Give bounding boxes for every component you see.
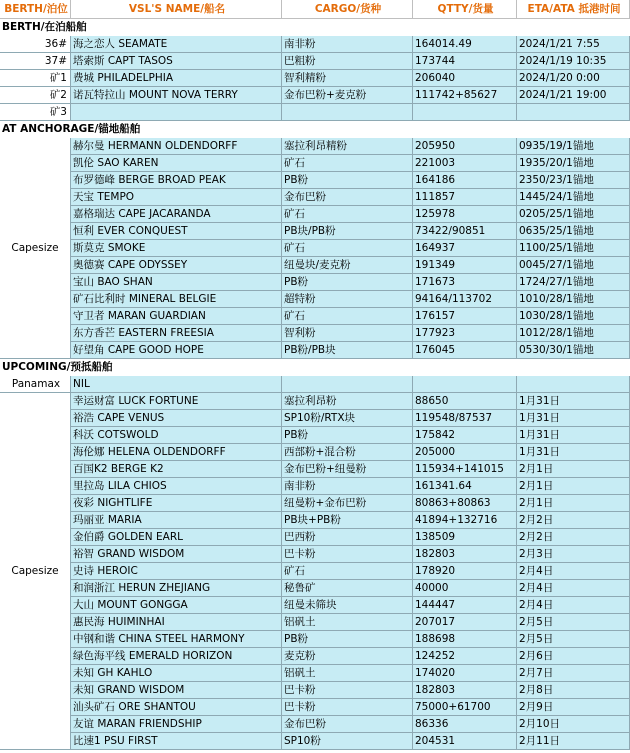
vessel-name-cell[interactable]: 夜彩 NIGHTLIFE (71, 495, 282, 512)
eta-cell[interactable]: 2024/1/21 19:00 (517, 87, 630, 104)
eta-cell[interactable]: 1月31日 (517, 410, 630, 427)
cargo-cell[interactable]: 矿石 (282, 308, 413, 325)
vessel-name-cell[interactable]: 奥德赛 CAPE ODYSSEY (71, 257, 282, 274)
cargo-cell[interactable]: 矿石 (282, 206, 413, 223)
eta-cell[interactable]: 0205/25/1锚地 (517, 206, 630, 223)
upcoming-row (0, 716, 630, 733)
section-upcoming-title[interactable]: UPCOMING/预抵船舶 (0, 359, 630, 376)
panamax-value[interactable]: NIL (71, 376, 282, 393)
anchorage-row (0, 240, 630, 257)
vessel-name-cell[interactable]: 友谊 MARAN FRIENDSHIP (71, 716, 282, 733)
cargo-cell[interactable]: PB粉 (282, 427, 413, 444)
anchorage-row (0, 138, 630, 155)
eta-cell[interactable]: 2月5日 (517, 631, 630, 648)
cargo-cell[interactable]: PB粉/PB块 (282, 342, 413, 359)
eta-cell[interactable]: 0045/27/1锚地 (517, 257, 630, 274)
eta-cell[interactable]: 2024/1/20 0:00 (517, 70, 630, 87)
qtty-cell[interactable] (413, 104, 517, 121)
cargo-cell[interactable]: 纽曼粉+金布巴粉 (282, 495, 413, 512)
qtty-cell[interactable]: 138509 (413, 529, 517, 546)
berth-cell[interactable]: 矿2 (0, 87, 71, 104)
eta-cell[interactable]: 1100/25/1锚地 (517, 240, 630, 257)
cargo-cell[interactable]: 铝矾土 (282, 665, 413, 682)
anchorage-group-label[interactable]: Capesize (0, 138, 71, 359)
vessel-name-cell[interactable]: 海之恋人 SEAMATE (71, 36, 282, 53)
qtty-cell[interactable]: 164186 (413, 172, 517, 189)
qtty-cell[interactable]: 111742+85627 (413, 87, 517, 104)
eta-cell[interactable]: 2024/1/19 10:35 (517, 53, 630, 70)
eta-cell[interactable]: 0935/19/1锚地 (517, 138, 630, 155)
header-cargo[interactable]: CARGO/货种 (282, 0, 413, 19)
header-eta[interactable]: ETA/ATA 抵港时间 (517, 0, 630, 19)
anchorage-row (0, 291, 630, 308)
eta-cell[interactable]: 1月31日 (517, 427, 630, 444)
cargo-cell[interactable]: 南非粉 (282, 36, 413, 53)
section-upcoming-row (0, 359, 630, 376)
cargo-cell[interactable]: PB粉 (282, 274, 413, 291)
cargo-cell[interactable]: 南非粉 (282, 478, 413, 495)
cargo-cell[interactable]: 巴卡粉 (282, 546, 413, 563)
cargo-cell[interactable]: SP10粉/RTX块 (282, 410, 413, 427)
eta-cell[interactable]: 1030/28/1锚地 (517, 308, 630, 325)
vessel-name-cell[interactable]: 守卫者 MARAN GUARDIAN (71, 308, 282, 325)
eta-cell[interactable]: 2月1日 (517, 461, 630, 478)
vessel-name-cell[interactable]: 未知 GH KAHLO (71, 665, 282, 682)
vessel-name-cell[interactable]: 里拉岛 LILA CHIOS (71, 478, 282, 495)
vessel-name-cell[interactable]: 东方香芒 EASTERN FREESIA (71, 325, 282, 342)
berth-row (0, 104, 630, 121)
header-quantity[interactable]: QTTY/货量 (413, 0, 517, 19)
eta-cell[interactable]: 1012/28/1锚地 (517, 325, 630, 342)
qtty-cell[interactable]: 171673 (413, 274, 517, 291)
berth-row (0, 87, 630, 104)
qtty-cell[interactable]: 188698 (413, 631, 517, 648)
qtty-cell[interactable]: 164937 (413, 240, 517, 257)
qtty-cell[interactable]: 119548/87537 (413, 410, 517, 427)
upcoming-row (0, 648, 630, 665)
qtty-cell[interactable]: 88650 (413, 393, 517, 410)
cargo-cell[interactable]: 塞拉利昂精粉 (282, 138, 413, 155)
vessel-name-cell[interactable]: 布罗德峰 BERGE BROAD PEAK (71, 172, 282, 189)
anchorage-row (0, 257, 630, 274)
eta-cell[interactable]: 2月9日 (517, 699, 630, 716)
eta-cell[interactable]: 2月4日 (517, 597, 630, 614)
vessel-name-cell[interactable]: 科沃 COTSWOLD (71, 427, 282, 444)
cargo-cell[interactable]: 金布巴粉+纽曼粉 (282, 461, 413, 478)
upcoming-row (0, 495, 630, 512)
upcoming-row (0, 393, 630, 410)
qtty-cell[interactable]: 86336 (413, 716, 517, 733)
panamax-label[interactable]: Panamax (0, 376, 71, 393)
vessel-name-cell[interactable]: 裕智 GRAND WISDOM (71, 546, 282, 563)
vessel-name-cell[interactable]: 大山 MOUNT GONGGA (71, 597, 282, 614)
upcoming-row (0, 546, 630, 563)
cargo-cell[interactable]: 秘鲁矿 (282, 580, 413, 597)
qtty-cell[interactable]: 182803 (413, 682, 517, 699)
qtty-cell[interactable]: 206040 (413, 70, 517, 87)
qtty-cell[interactable]: 175842 (413, 427, 517, 444)
cargo-cell[interactable]: 巴粗粉 (282, 53, 413, 70)
cargo-cell[interactable]: 铝矾土 (282, 614, 413, 631)
vessel-name-cell[interactable]: 费城 PHILADELPHIA (71, 70, 282, 87)
eta-cell[interactable]: 2024/1/21 7:55 (517, 36, 630, 53)
eta-cell[interactable]: 2月1日 (517, 495, 630, 512)
eta-cell[interactable]: 2月10日 (517, 716, 630, 733)
cargo-cell[interactable]: 巴西粉 (282, 529, 413, 546)
anchorage-row (0, 189, 630, 206)
upcoming-group-label[interactable]: Capesize (0, 393, 71, 750)
panamax-cargo[interactable] (282, 376, 413, 393)
qtty-cell[interactable]: 174020 (413, 665, 517, 682)
qtty-cell[interactable]: 176157 (413, 308, 517, 325)
vessel-name-cell[interactable]: 凯伦 SAO KAREN (71, 155, 282, 172)
eta-cell[interactable]: 2月2日 (517, 512, 630, 529)
vessel-name-cell[interactable]: 嘉格瑞达 CAPE JACARANDA (71, 206, 282, 223)
qtty-cell[interactable]: 115934+141015 (413, 461, 517, 478)
cargo-cell[interactable]: 矿石 (282, 563, 413, 580)
upcoming-row (0, 699, 630, 716)
vessel-name-cell[interactable]: 宝山 BAO SHAN (71, 274, 282, 291)
vessel-name-cell[interactable]: 海伦娜 HELENA OLDENDORFF (71, 444, 282, 461)
eta-cell[interactable]: 1445/24/1锚地 (517, 189, 630, 206)
anchorage-row (0, 155, 630, 172)
berth-row (0, 36, 630, 53)
berth-cell[interactable]: 矿3 (0, 104, 71, 121)
cargo-cell[interactable]: PB粉 (282, 172, 413, 189)
eta-cell[interactable] (517, 104, 630, 121)
berth-cell[interactable]: 矿1 (0, 70, 71, 87)
cargo-cell[interactable]: 西部粉+混合粉 (282, 444, 413, 461)
cargo-cell[interactable]: 智利粉 (282, 325, 413, 342)
panamax-row (0, 376, 630, 393)
qtty-cell[interactable]: 176045 (413, 342, 517, 359)
eta-cell[interactable]: 2月2日 (517, 529, 630, 546)
cargo-cell[interactable]: 塞拉利昂粉 (282, 393, 413, 410)
vessel-name-cell[interactable]: 和润浙江 HERUN ZHEJIANG (71, 580, 282, 597)
vessel-name-cell[interactable]: 赫尔曼 HERMANN OLDENDORFF (71, 138, 282, 155)
section-berth-title[interactable]: BERTH/在泊船舶 (0, 19, 630, 36)
vessel-name-cell[interactable]: 未知 GRAND WISDOM (71, 682, 282, 699)
upcoming-row (0, 682, 630, 699)
vessel-name-cell[interactable]: 好望角 CAPE GOOD HOPE (71, 342, 282, 359)
qtty-cell[interactable]: 205950 (413, 138, 517, 155)
eta-cell[interactable]: 2月1日 (517, 478, 630, 495)
vessel-name-cell[interactable]: 恒利 EVER CONQUEST (71, 223, 282, 240)
vessel-name-cell[interactable]: 塔索斯 CAPT TASOS (71, 53, 282, 70)
qtty-cell[interactable]: 173744 (413, 53, 517, 70)
eta-cell[interactable]: 0635/25/1锚地 (517, 223, 630, 240)
upcoming-row (0, 478, 630, 495)
vessel-name-cell[interactable] (71, 104, 282, 121)
vessel-name-cell[interactable]: 诺瓦特拉山 MOUNT NOVA TERRY (71, 87, 282, 104)
cargo-cell[interactable]: 纽曼块/麦克粉 (282, 257, 413, 274)
vessel-name-cell[interactable]: 中钢和谐 CHINA STEEL HARMONY (71, 631, 282, 648)
berth-cell[interactable]: 36# (0, 36, 71, 53)
eta-cell[interactable]: 2月5日 (517, 614, 630, 631)
qtty-cell[interactable]: 125978 (413, 206, 517, 223)
cargo-cell[interactable]: PB块/PB粉 (282, 223, 413, 240)
qtty-cell[interactable]: 40000 (413, 580, 517, 597)
eta-cell[interactable]: 1935/20/1锚地 (517, 155, 630, 172)
anchorage-row (0, 274, 630, 291)
eta-cell[interactable]: 0530/30/1锚地 (517, 342, 630, 359)
anchorage-table (0, 138, 630, 359)
vessel-name-cell[interactable]: 玛丽亚 MARIA (71, 512, 282, 529)
cargo-cell[interactable]: 金布巴粉 (282, 189, 413, 206)
vessel-name-cell[interactable]: 汕头矿石 ORE SHANTOU (71, 699, 282, 716)
upcoming-row (0, 512, 630, 529)
upcoming-row (0, 529, 630, 546)
cargo-cell[interactable]: 矿石 (282, 240, 413, 257)
upcoming-row (0, 580, 630, 597)
section-berth-row (0, 19, 630, 36)
qtty-cell[interactable]: 191349 (413, 257, 517, 274)
eta-cell[interactable]: 2月3日 (517, 546, 630, 563)
cargo-cell[interactable]: 巴卡粉 (282, 682, 413, 699)
qtty-cell[interactable]: 178920 (413, 563, 517, 580)
vessel-name-cell[interactable]: 百国K2 BERGE K2 (71, 461, 282, 478)
cargo-cell[interactable]: 麦克粉 (282, 648, 413, 665)
cargo-cell[interactable]: 矿石 (282, 155, 413, 172)
eta-cell[interactable]: 2月4日 (517, 580, 630, 597)
eta-cell[interactable]: 2月4日 (517, 563, 630, 580)
qtty-cell[interactable]: 177923 (413, 325, 517, 342)
qtty-cell[interactable]: 144447 (413, 597, 517, 614)
vessel-name-cell[interactable]: 绿色海平线 EMERALD HORIZON (71, 648, 282, 665)
cargo-cell[interactable]: PB粉 (282, 631, 413, 648)
upcoming-row (0, 665, 630, 682)
upcoming-row (0, 614, 630, 631)
cargo-cell[interactable] (282, 104, 413, 121)
anchorage-row (0, 308, 630, 325)
eta-cell[interactable]: 2月11日 (517, 733, 630, 750)
cargo-cell[interactable]: 纽曼未筛块 (282, 597, 413, 614)
section-anchorage-title[interactable]: AT ANCHORAGE/锚地船舶 (0, 121, 630, 138)
cargo-cell[interactable]: PB块+PB粉 (282, 512, 413, 529)
qtty-cell[interactable]: 75000+61700 (413, 699, 517, 716)
vessel-name-cell[interactable]: 裕浩 CAPE VENUS (71, 410, 282, 427)
qtty-cell[interactable]: 207017 (413, 614, 517, 631)
vessel-name-cell[interactable]: 天宝 TEMPO (71, 189, 282, 206)
upcoming-row (0, 597, 630, 614)
vessel-name-cell[interactable]: 比速1 PSU FIRST (71, 733, 282, 750)
cargo-cell[interactable]: 智利精粉 (282, 70, 413, 87)
berth-cell[interactable]: 37# (0, 53, 71, 70)
upcoming-row (0, 631, 630, 648)
eta-cell[interactable]: 2月8日 (517, 682, 630, 699)
upcoming-row (0, 563, 630, 580)
vessel-name-cell[interactable]: 矿石比利时 MINERAL BELGIE (71, 291, 282, 308)
vessel-name-cell[interactable]: 金伯爵 GOLDEN EARL (71, 529, 282, 546)
anchorage-row (0, 206, 630, 223)
upcoming-row (0, 444, 630, 461)
qtty-cell[interactable]: 161341.64 (413, 478, 517, 495)
vessel-name-cell[interactable]: 惠民海 HUIMINHAI (71, 614, 282, 631)
eta-cell[interactable]: 1724/27/1锚地 (517, 274, 630, 291)
qtty-cell[interactable]: 124252 (413, 648, 517, 665)
panamax-eta[interactable] (517, 376, 630, 393)
eta-cell[interactable]: 2月7日 (517, 665, 630, 682)
cargo-cell[interactable]: SP10粉 (282, 733, 413, 750)
vessel-name-cell[interactable]: 史诗 HEROIC (71, 563, 282, 580)
header-vessel-name[interactable]: VSL'S NAME/船名 (71, 0, 282, 19)
berth-row (0, 53, 630, 70)
cargo-cell[interactable]: 金布巴粉+麦克粉 (282, 87, 413, 104)
cargo-cell[interactable]: 超特粉 (282, 291, 413, 308)
header-row (0, 0, 630, 19)
anchorage-row (0, 172, 630, 189)
qtty-cell[interactable]: 111857 (413, 189, 517, 206)
upcoming-row (0, 427, 630, 444)
qtty-cell[interactable]: 182803 (413, 546, 517, 563)
eta-cell[interactable]: 1月31日 (517, 393, 630, 410)
qtty-cell[interactable]: 205000 (413, 444, 517, 461)
anchorage-row (0, 342, 630, 359)
upcoming-row (0, 461, 630, 478)
anchorage-row (0, 223, 630, 240)
eta-cell[interactable]: 1010/28/1锚地 (517, 291, 630, 308)
qtty-cell[interactable]: 221003 (413, 155, 517, 172)
eta-cell[interactable]: 2月6日 (517, 648, 630, 665)
qtty-cell[interactable]: 41894+132716 (413, 512, 517, 529)
qtty-cell[interactable]: 164014.49 (413, 36, 517, 53)
qtty-cell[interactable]: 73422/90851 (413, 223, 517, 240)
section-anchorage-row (0, 121, 630, 138)
vessel-name-cell[interactable]: 斯莫克 SMOKE (71, 240, 282, 257)
anchorage-row (0, 325, 630, 342)
eta-cell[interactable]: 1月31日 (517, 444, 630, 461)
eta-cell[interactable]: 2350/23/1锚地 (517, 172, 630, 189)
berth-table (0, 36, 630, 121)
qtty-cell[interactable]: 80863+80863 (413, 495, 517, 512)
berth-row (0, 70, 630, 87)
header-berth[interactable]: BERTH/泊位 (0, 0, 71, 19)
upcoming-row (0, 410, 630, 427)
qtty-cell[interactable]: 94164/113702 (413, 291, 517, 308)
panamax-qtty[interactable] (413, 376, 517, 393)
upcoming-row (0, 733, 630, 750)
upcoming-table (0, 393, 630, 750)
vessel-name-cell[interactable]: 幸运财富 LUCK FORTUNE (71, 393, 282, 410)
cargo-cell[interactable]: 金布巴粉 (282, 716, 413, 733)
qtty-cell[interactable]: 204531 (413, 733, 517, 750)
cargo-cell[interactable]: 巴卡粉 (282, 699, 413, 716)
